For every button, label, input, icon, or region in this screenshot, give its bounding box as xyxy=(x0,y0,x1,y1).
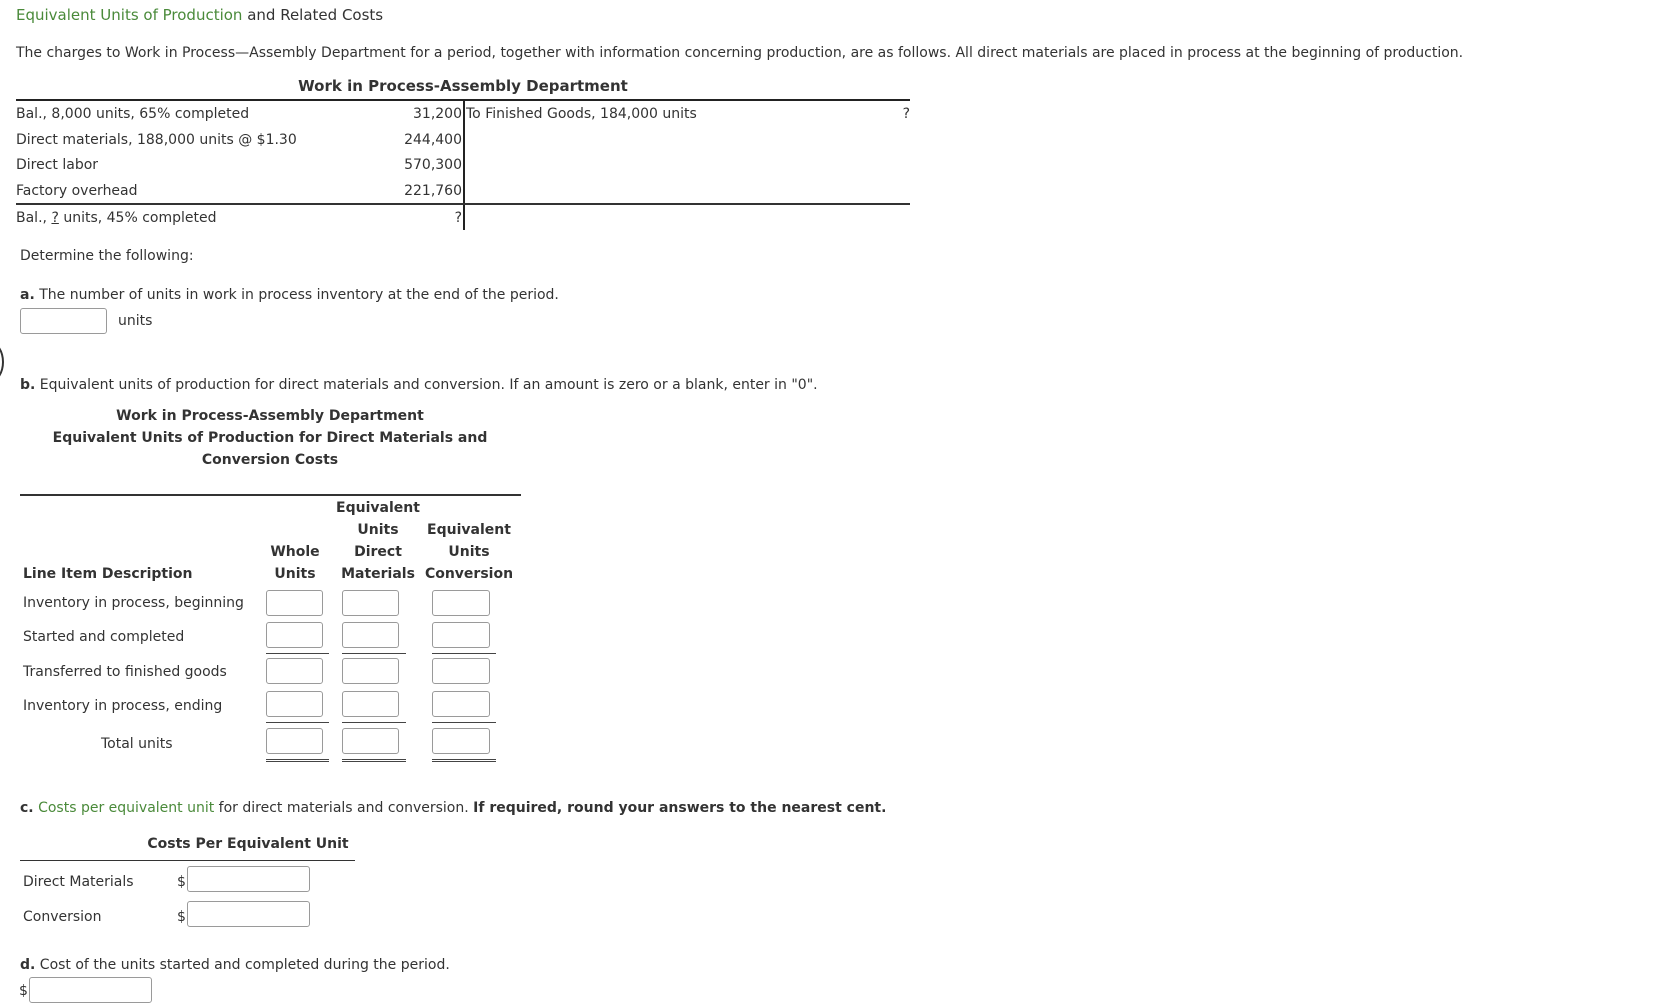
title-link[interactable]: Equivalent Units of Production xyxy=(16,6,243,24)
inv-end-dm-input[interactable] xyxy=(342,691,399,717)
row-label-inventory-beginning: Inventory in process, beginning xyxy=(23,595,244,611)
page-title xyxy=(16,6,383,24)
part-b-heading-3: Conversion Costs xyxy=(201,452,339,468)
part-d-cost-input[interactable] xyxy=(29,977,152,1003)
transferred-whole-input[interactable] xyxy=(266,658,323,684)
part-b-heading-1: Work in Process-Assembly Department xyxy=(116,408,424,424)
double-line-whole xyxy=(266,759,329,762)
part-c-currency-conv: $ xyxy=(177,909,186,925)
taccount-title: Work in Process-Assembly Department xyxy=(298,77,628,95)
total-line-whole xyxy=(266,722,329,723)
part-b-top-line xyxy=(20,494,521,496)
part-c-heading: Costs Per Equivalent Unit xyxy=(147,836,349,852)
part-c-currency-dm: $ xyxy=(177,874,186,890)
total-line-dm xyxy=(342,722,406,723)
total-conv-input[interactable] xyxy=(432,728,490,754)
transferred-conv-input[interactable] xyxy=(432,658,490,684)
determine-text: Determine the following: xyxy=(20,248,194,264)
subtotal-line-conv xyxy=(432,653,496,654)
part-a-units-input[interactable] xyxy=(20,308,107,334)
part-c-row-label-dm: Direct Materials xyxy=(23,874,134,890)
col-header-conv-2: Units xyxy=(448,544,490,560)
col-header-dm-3: Direct xyxy=(354,544,402,560)
part-a-prompt: a. The number of units in work in process inventory at the end of the period. xyxy=(20,287,559,303)
inv-begin-whole-input[interactable] xyxy=(266,590,323,616)
part-c-prompt: c. Costs per equivalent unit for direct materials and conversion. If required, round your answers to the nearest cent. xyxy=(20,800,887,816)
cost-per-unit-conv-input[interactable] xyxy=(187,901,310,927)
row-label-total-units: Total units xyxy=(101,736,173,752)
part-b-prompt: b. Equivalent units of production for direct materials and conversion. If an amount is zero or a blank, enter in "0". xyxy=(20,377,818,393)
col-header-whole-2: Units xyxy=(274,566,316,582)
debit-amount-3: 221,760 xyxy=(404,183,462,199)
double-line-dm xyxy=(342,759,406,762)
inv-end-conv-input[interactable] xyxy=(432,691,490,717)
debit-label-0: Bal., 8,000 units, 65% completed xyxy=(16,106,250,122)
debit-label-1: Direct materials, 188,000 units @ $1.30 xyxy=(16,132,297,148)
col-header-dm-2: Units xyxy=(357,522,399,538)
row-label-inventory-ending: Inventory in process, ending xyxy=(23,698,223,714)
double-line-conv xyxy=(432,759,496,762)
total-line-conv xyxy=(432,722,496,723)
col-header-description: Line Item Description xyxy=(23,566,193,582)
subtotal-line-whole xyxy=(266,653,329,654)
taccount-balance-line xyxy=(16,203,910,205)
inv-begin-dm-input[interactable] xyxy=(342,590,399,616)
intro-text: The charges to Work in Process—Assembly Department for a period, together with information concerning production, are as follows. All direct materials are placed in process at the beginning of production. xyxy=(16,45,1464,61)
debit-amount-2: 570,300 xyxy=(404,157,462,173)
part-c-link[interactable]: Costs per equivalent unit xyxy=(38,800,215,816)
debit-amount-1: 244,400 xyxy=(404,132,462,148)
debit-label-3: Factory overhead xyxy=(16,183,138,199)
balance-label: Bal., ? units, 45% completed xyxy=(16,210,217,226)
part-c-row-label-conv: Conversion xyxy=(23,909,102,925)
taccount-vertical-line xyxy=(463,100,465,230)
row-label-transferred: Transferred to finished goods xyxy=(23,664,227,680)
total-whole-input[interactable] xyxy=(266,728,323,754)
subtotal-line-dm xyxy=(342,653,406,654)
part-b-heading-2: Equivalent Units of Production for Direct Materials and xyxy=(52,430,488,446)
credit-label: To Finished Goods, 184,000 units xyxy=(466,106,697,122)
started-whole-input[interactable] xyxy=(266,622,323,648)
credit-amount: ? xyxy=(902,106,910,122)
part-a-units-label: units xyxy=(118,313,153,329)
balance-amount: ? xyxy=(454,210,462,226)
part-c-line xyxy=(20,860,355,861)
debit-label-2: Direct labor xyxy=(16,157,99,173)
inv-begin-conv-input[interactable] xyxy=(432,590,490,616)
transferred-dm-input[interactable] xyxy=(342,658,399,684)
cost-per-unit-dm-input[interactable] xyxy=(187,866,310,892)
col-header-conv-3: Conversion xyxy=(424,566,514,582)
row-label-started-completed: Started and completed xyxy=(23,629,185,645)
col-header-dm-4: Materials xyxy=(341,566,415,582)
col-header-whole-1: Whole xyxy=(270,544,320,560)
debit-amount-0: 31,200 xyxy=(413,106,462,122)
col-header-conv-1: Equivalent xyxy=(427,522,511,538)
side-circle-decoration xyxy=(0,342,4,382)
title-rest: and Related Costs xyxy=(242,6,384,24)
started-conv-input[interactable] xyxy=(432,622,490,648)
inv-end-whole-input[interactable] xyxy=(266,691,323,717)
col-header-dm-1: Equivalent xyxy=(336,500,420,516)
started-dm-input[interactable] xyxy=(342,622,399,648)
total-dm-input[interactable] xyxy=(342,728,399,754)
part-d-currency: $ xyxy=(19,983,28,999)
part-d-prompt: d. Cost of the units started and completed during the period. xyxy=(20,957,450,973)
